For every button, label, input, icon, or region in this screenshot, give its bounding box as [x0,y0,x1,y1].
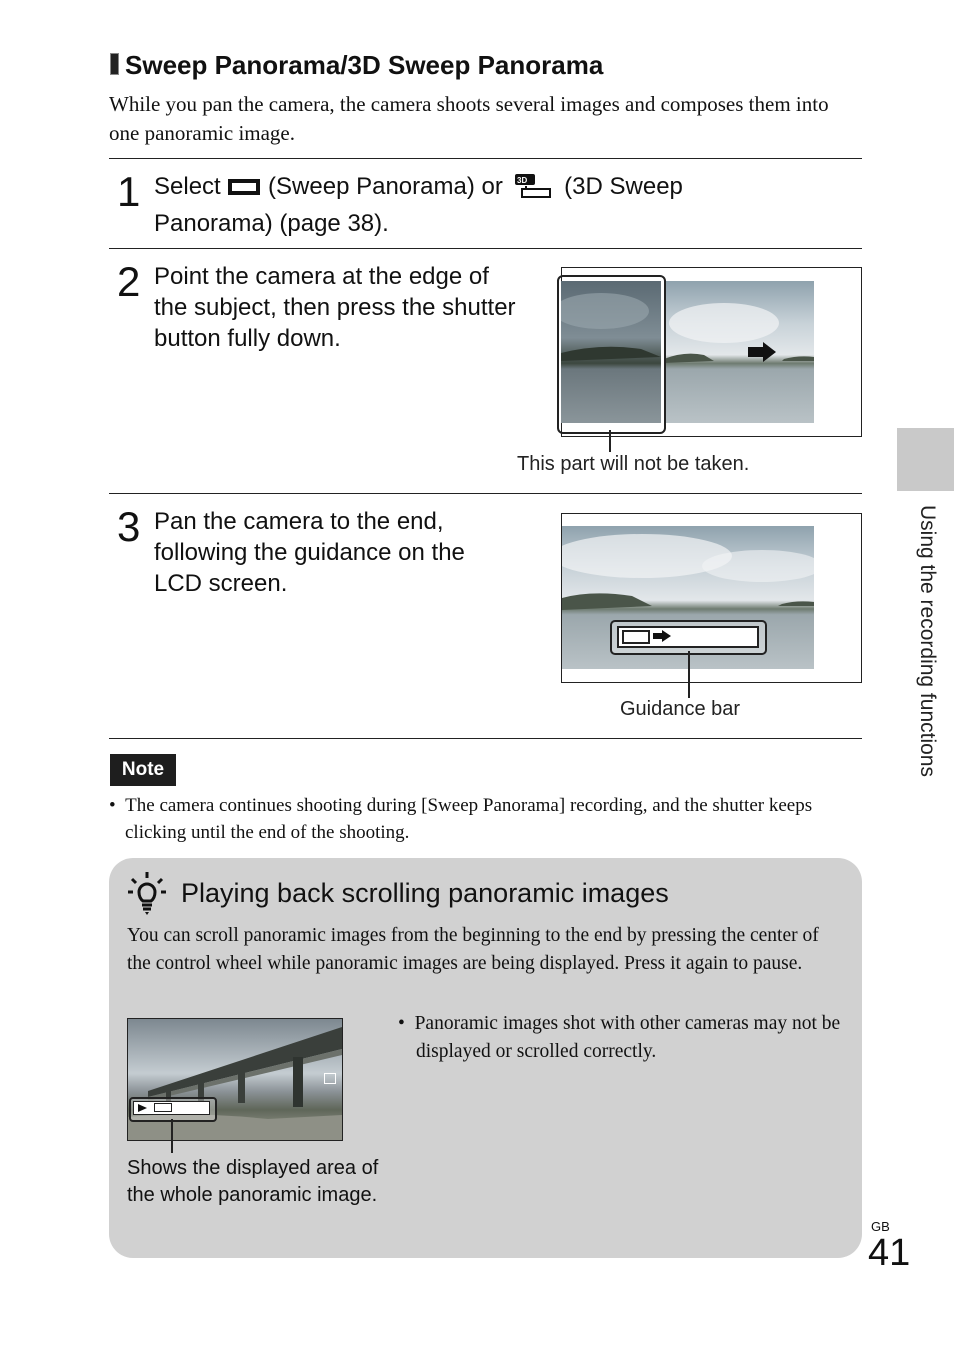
displayed-area-marker [154,1103,172,1112]
section-title [110,50,603,81]
step-1-text-d: Panorama) (page 38). [154,210,389,237]
title-marker-icon [110,53,119,75]
scroll-position-bar [133,1101,210,1115]
note-badge: Note [110,754,176,786]
guidance-bar-frame-icon [622,630,650,644]
step-1-text-a: Select [154,173,221,200]
pause-indicator-icon [324,1073,336,1084]
tip-title: Playing back scrolling panoramic images [181,878,669,908]
guidance-bar [617,626,759,648]
divider [109,158,862,159]
region-code: GB [871,1219,890,1234]
step-1-text-b: (Sweep Panorama) or [268,173,503,200]
guidance-arrow-icon [652,629,672,643]
play-icon [137,1103,149,1113]
divider [109,738,862,739]
note-body: The camera continues shooting during [Sweep Panorama] recording, and the shutter keeps clicking until the end of the shooting. [125,795,813,843]
step-3-caption: Guidance bar [620,698,741,720]
leader-line [609,430,611,452]
tip-bullet [398,1010,861,1065]
tip-bullet-text: Panoramic images shot with other cameras may not be displayed or scrolled correctly. [414,1013,841,1062]
panorama-scene-image [664,281,814,423]
step-3-text: Pan the camera to the end, following the guidance on the LCD screen. [154,508,465,597]
pan-direction-arrow-icon [747,341,777,363]
tip-caption: Shows the displayed area of the whole panoramic image. [127,1157,379,1206]
leader-line [171,1119,173,1153]
divider [109,493,862,494]
leader-line [688,651,690,698]
3d-sweep-panorama-icon [514,172,554,208]
side-tab-label: Using the recording functions [916,505,939,777]
section-title-text: Sweep Panorama/3D Sweep Panorama [125,50,604,80]
excluded-area-outline [557,275,666,434]
step-1-text [154,171,794,239]
step-2-number: 2 [117,258,141,305]
step-1-number: 1 [117,168,141,215]
step-2-text: Point the camera at the edge of the subject, then press the shutter button fully down. [154,263,516,352]
side-tab [897,428,954,491]
note-bullet: • [109,795,116,816]
tip-bullet-mark: • [398,1013,405,1034]
tip-body: You can scroll panoramic images from the beginning to the end by pressing the center of the control wheel while panoramic images are being displayed. Press it again to pause. [127,925,819,974]
scrolling-panorama-image [127,1018,343,1141]
svg-text:3D: 3D [516,176,527,185]
step-3-number: 3 [117,503,141,550]
step-1-text-c: (3D Sweep [564,173,683,200]
section-intro: While you pan the camera, the camera shoots several images and composes them into one panoramic image. [109,92,829,145]
page-number: 41 [868,1232,911,1274]
note-text [109,792,845,846]
sweep-panorama-icon [227,173,261,204]
lightbulb-hint-icon [127,870,167,921]
step-2-caption: This part will not be taken. [517,453,750,475]
divider [109,248,862,249]
